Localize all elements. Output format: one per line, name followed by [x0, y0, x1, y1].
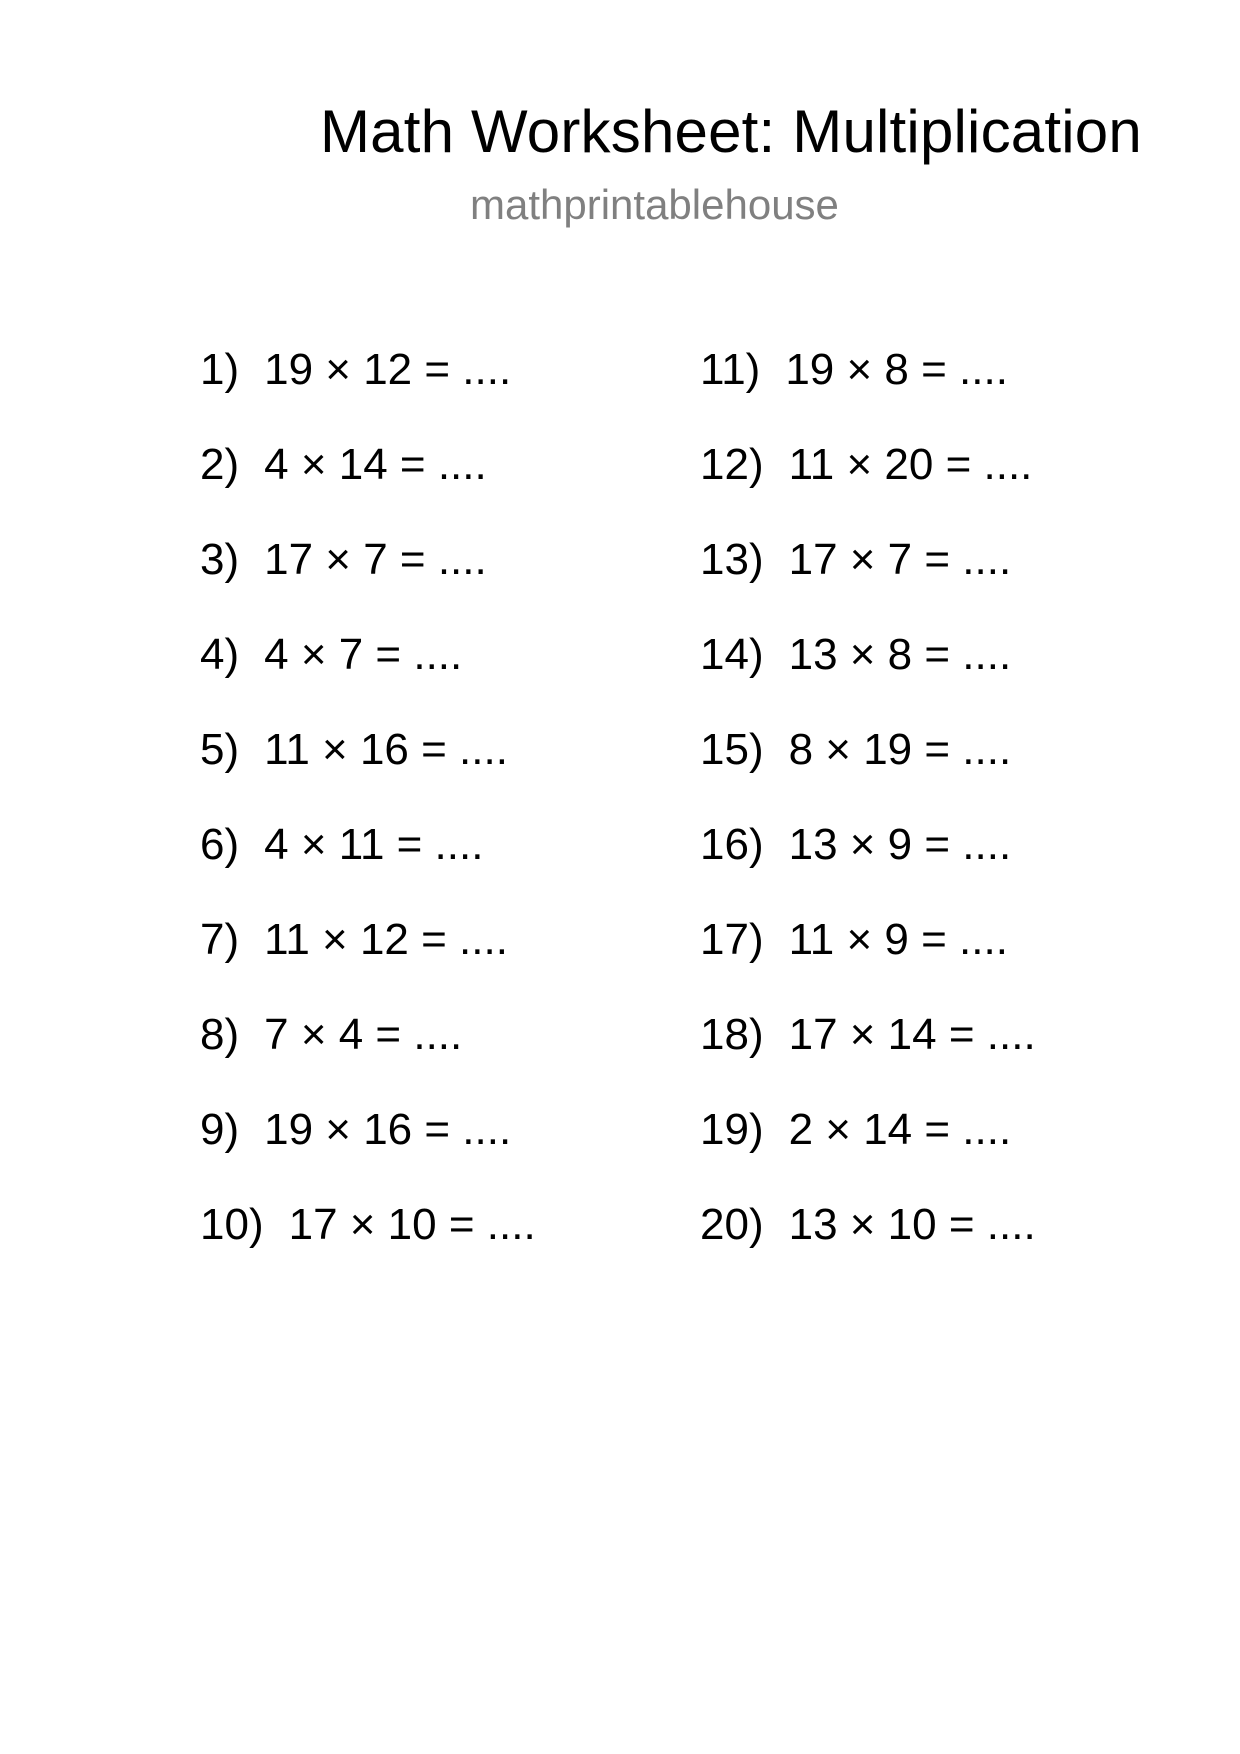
- problem-number: 20): [700, 1200, 764, 1249]
- page-subtitle: mathprintablehouse: [470, 181, 839, 228]
- problem-expression: 2 × 14 = ....: [788, 1105, 1012, 1154]
- problem-number: 14): [700, 630, 764, 679]
- problem-number: 17): [700, 915, 764, 964]
- problem-number: 12): [700, 440, 764, 489]
- problem-item: [200, 535, 536, 630]
- problem-item: [200, 725, 536, 820]
- problem-item: [700, 820, 1036, 915]
- problem-number: 4): [200, 630, 240, 679]
- problem-item: [700, 1105, 1036, 1200]
- problem-number: 1): [200, 345, 240, 394]
- problem-item: [200, 820, 536, 915]
- problem-item: [700, 725, 1036, 820]
- problem-expression: 4 × 7 = ....: [264, 630, 463, 679]
- problem-expression: 19 × 8 = ....: [785, 345, 1008, 394]
- problem-expression: 13 × 8 = ....: [788, 630, 1012, 679]
- problems-column-right: [700, 345, 1036, 1295]
- problem-number: 18): [700, 1010, 764, 1059]
- problem-number: 2): [200, 440, 240, 489]
- problem-item: [700, 915, 1036, 1010]
- problem-expression: 11 × 16 = ....: [264, 725, 508, 774]
- problem-item: [200, 345, 536, 440]
- problem-item: [200, 1010, 536, 1105]
- problem-number: 7): [200, 915, 240, 964]
- problem-number: 5): [200, 725, 240, 774]
- problem-number: 6): [200, 820, 240, 869]
- problem-expression: 17 × 7 = ....: [788, 535, 1012, 584]
- problem-expression: 17 × 14 = ....: [788, 1010, 1036, 1059]
- problem-number: 13): [700, 535, 764, 584]
- problem-item: [700, 1010, 1036, 1105]
- problem-item: [700, 345, 1036, 440]
- problem-expression: 13 × 9 = ....: [788, 820, 1012, 869]
- problem-number: 16): [700, 820, 764, 869]
- problem-item: [200, 1200, 536, 1295]
- problem-item: [700, 535, 1036, 630]
- problem-expression: 11 × 9 = ....: [788, 915, 1008, 964]
- problem-item: [200, 915, 536, 1010]
- problem-item: [200, 440, 536, 535]
- problem-number: 8): [200, 1010, 240, 1059]
- problem-expression: 17 × 7 = ....: [264, 535, 487, 584]
- problem-item: [200, 1105, 536, 1200]
- problem-item: [700, 440, 1036, 535]
- problem-item: [700, 1200, 1036, 1295]
- problem-number: 15): [700, 725, 764, 774]
- problem-expression: 19 × 16 = ....: [264, 1105, 512, 1154]
- problem-number: 9): [200, 1105, 240, 1154]
- problems-column-left: [200, 345, 536, 1295]
- problem-number: 11): [700, 345, 761, 394]
- problem-number: 19): [700, 1105, 764, 1154]
- problem-expression: 4 × 11 = ....: [264, 820, 484, 869]
- problem-expression: 11 × 20 = ....: [788, 440, 1033, 489]
- problem-expression: 13 × 10 = ....: [788, 1200, 1036, 1249]
- problem-expression: 8 × 19 = ....: [788, 725, 1012, 774]
- problem-expression: 19 × 12 = ....: [264, 345, 512, 394]
- problem-expression: 11 × 12 = ....: [264, 915, 508, 964]
- problem-number: 10): [200, 1200, 264, 1249]
- problem-item: [700, 630, 1036, 725]
- problem-expression: 4 × 14 = ....: [264, 440, 487, 489]
- problem-expression: 17 × 10 = ....: [288, 1200, 536, 1249]
- problem-item: [200, 630, 536, 725]
- problem-expression: 7 × 4 = ....: [264, 1010, 463, 1059]
- page-title: Math Worksheet: Multiplication: [320, 98, 1142, 165]
- problem-number: 3): [200, 535, 240, 584]
